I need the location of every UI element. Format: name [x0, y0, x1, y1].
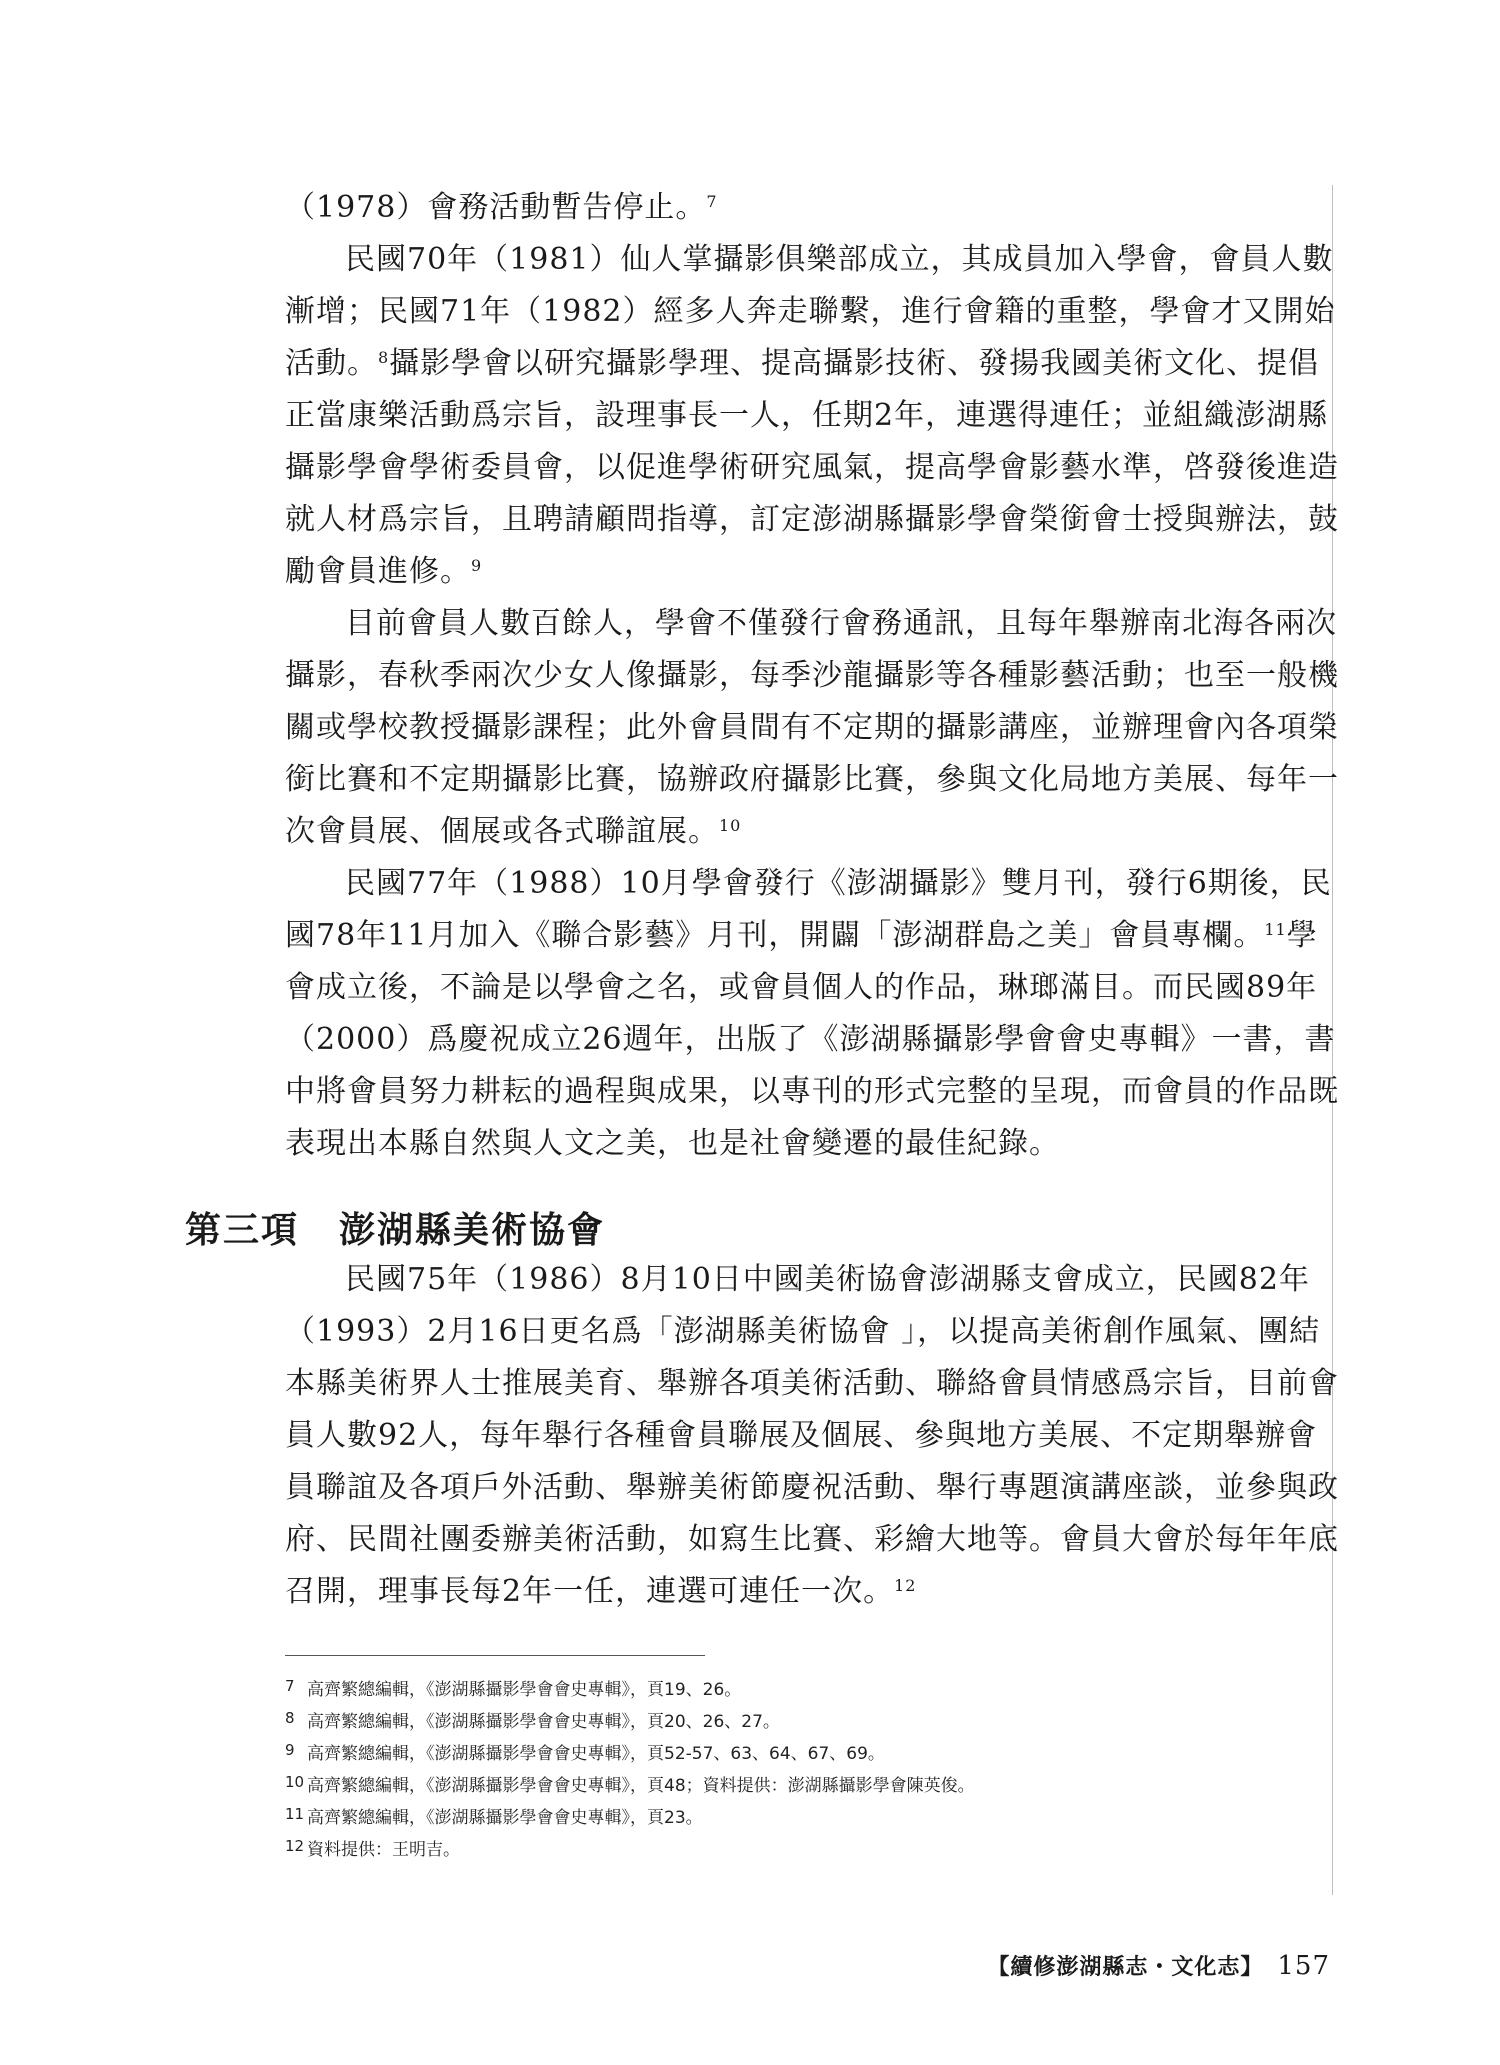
text-line: 員人數92人，每年舉行各種會員聯展及個展、參與地方美展、不定期舉辦會: [285, 1418, 1318, 1453]
text-line: 活動。$^8$攝影學會以研究攝影學理、提高攝影技術、發揚我國美術文化、提倡: [285, 346, 1320, 381]
text-line: 目前會員人數百餘人，學會不僅發行會務通訊，且每年舉辦南北海各兩次: [345, 606, 1337, 641]
text-line: 次會員展、個展或各式聯誼展。$^{10}$: [285, 814, 742, 849]
section-heading: [185, 1202, 605, 1253]
body-section-2: [285, 1254, 1339, 1618]
running-title: 【續修澎湖縣志・文化志】: [987, 1955, 1264, 1980]
text-line: 就人材爲宗旨，且聘請顧問指導，訂定澎湖縣攝影學會榮銜會士授與辦法，鼓: [285, 502, 1339, 537]
text-line: 召開，理事長每2年一任，連選可連任一次。$^{12}$: [285, 1574, 917, 1609]
text-line: 勵會員進修。$^9$: [285, 554, 483, 589]
heading-title: 澎湖縣美術協會: [339, 1210, 606, 1251]
heading-label: 第三項: [185, 1210, 300, 1251]
text-line: 民國77年（1988）10月學會發行《澎湖攝影》雙月刊，發行6期後，民: [345, 866, 1332, 901]
footnote-ref[interactable]: 11: [1264, 920, 1287, 939]
footnote-divider: [285, 1655, 705, 1656]
body-section-1: [285, 182, 1339, 1170]
footnote-ref[interactable]: 7: [706, 192, 718, 211]
footnote-ref[interactable]: 9: [471, 556, 483, 575]
footnote-ref[interactable]: 8: [378, 348, 390, 367]
text-line: 關或學校教授攝影課程；此外會員間有不定期的攝影講座，並辦理會內各項榮: [285, 710, 1339, 745]
text-line: 表現出本縣自然與人文之美，也是社會變遷的最佳紀錄。: [285, 1126, 1060, 1161]
text-line: （1978）會務活動暫告停止。$^7$: [285, 190, 718, 225]
text-line: 攝影，春秋季兩次少女人像攝影，每季沙龍攝影等各種影藝活動；也至一般機: [285, 658, 1339, 693]
footnote-item: 7 高齊繁總編輯，《澎湖縣攝影學會會史專輯》，頁19、26。: [285, 1677, 742, 1700]
text-line: 本縣美術界人士推展美育、舉辦各項美術活動、聯絡會員情感爲宗旨，目前會: [285, 1366, 1339, 1401]
text-line: 中將會員努力耕耘的過程與成果，以專刊的形式完整的呈現，而會員的作品既: [285, 1074, 1339, 1109]
text-line: 民國75年（1986）8月10日中國美術協會澎湖縣支會成立，民國82年: [345, 1262, 1310, 1297]
footnote-ref[interactable]: 12: [894, 1576, 917, 1595]
page-number: 157: [1277, 1951, 1330, 1981]
footnote-item: 10 高齊繁總編輯，《澎湖縣攝影學會會史專輯》，頁48；資料提供：澎湖縣攝影學會陳英俊。: [285, 1773, 975, 1796]
text-line: 國78年11月加入《聯合影藝》月刊，開闢「澎湖群島之美」會員專欄。$^{11}$學: [285, 918, 1318, 953]
text-line: 正當康樂活動爲宗旨，設理事長一人，任期2年，連選得連任；並組織澎湖縣: [285, 398, 1329, 433]
footnote-ref[interactable]: 10: [719, 816, 742, 835]
text-line: 民國70年（1981）仙人掌攝影俱樂部成立，其成員加入學會，會員人數: [345, 242, 1334, 277]
footnote-item: 11 高齊繁總編輯，《澎湖縣攝影學會會史專輯》，頁23。: [285, 1805, 703, 1828]
text-line: 會成立後，不論是以學會之名，或會員個人的作品，琳瑯滿目。而民國89年: [285, 970, 1318, 1005]
footnote-item: 8 高齊繁總編輯，《澎湖縣攝影學會會史專輯》，頁20、26、27。: [285, 1709, 780, 1732]
text-line: （1993）2月16日更名爲「澎湖縣美術協會 」，以提高美術創作風氣、團結: [285, 1314, 1321, 1349]
footnote-item: 9 高齊繁總編輯，《澎湖縣攝影學會會史專輯》，頁52-57、63、64、67、69。: [285, 1741, 885, 1764]
text-line: 員聯誼及各項戶外活動、舉辦美術節慶祝活動、舉行專題演講座談，並參與政: [285, 1470, 1339, 1505]
text-line: （2000）爲慶祝成立26週年，出版了《澎湖縣攝影學會會史專輯》一書，書: [285, 1022, 1336, 1057]
text-line: 府、民間社團委辦美術活動，如寫生比賽、彩繪大地等。會員大會於每年年底: [285, 1522, 1339, 1557]
footnotes: [285, 1672, 1325, 1864]
text-line: 漸增；民國71年（1982）經多人奔走聯繫，進行會籍的重整，學會才又開始: [285, 294, 1336, 329]
text-line: 銜比賽和不定期攝影比賽，協辦政府攝影比賽，參與文化局地方美展、每年一: [285, 762, 1339, 797]
text-line: 攝影學會學術委員會，以促進學術研究風氣，提高學會影藝水準，啓發後進造: [285, 450, 1339, 485]
page-footer: [987, 1950, 1330, 1981]
footnote-item: 12 資料提供：王明吉。: [285, 1837, 460, 1860]
